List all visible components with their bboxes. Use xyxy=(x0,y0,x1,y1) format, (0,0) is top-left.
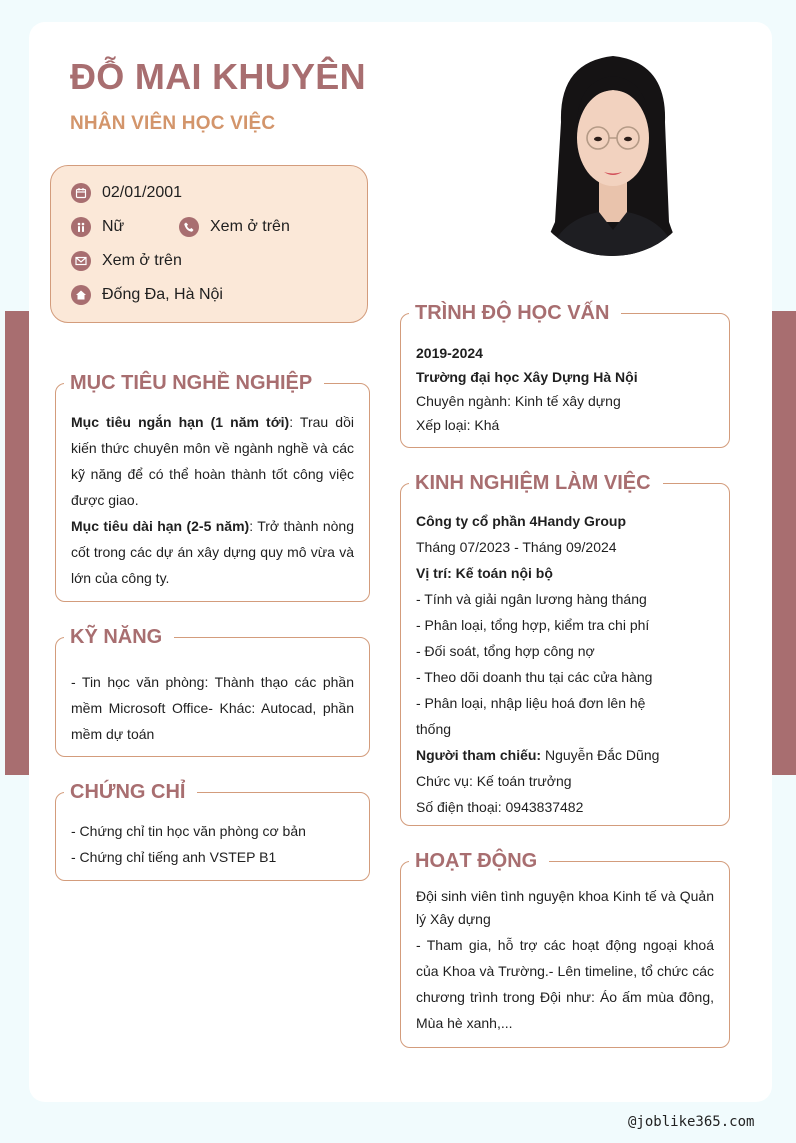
education-school: Trường đại học Xây Dựng Hà Nội xyxy=(416,369,638,385)
skills-text: - Tin học văn phòng: Thành thạo các phần mềm Microsoft Office- Khác: Autocad, phần mềm dự toán xyxy=(71,674,354,742)
watermark: @joblike365.com xyxy=(628,1114,755,1130)
activities-section xyxy=(400,850,730,1048)
phone-icon xyxy=(179,217,199,237)
experience-title: KINH NGHIỆM LÀM VIỆC xyxy=(409,470,663,496)
phone-text: Xem ở trên xyxy=(210,218,290,235)
long-term-label: Mục tiêu dài hạn (2-5 năm) xyxy=(71,518,250,534)
education-title: TRÌNH ĐỘ HỌC VẤN xyxy=(409,300,621,326)
career-objective-body xyxy=(71,409,354,591)
experience-company: Công ty cổ phần 4Handy Group xyxy=(416,513,627,529)
reference-phone: Số điện thoại: 0943837482 xyxy=(416,799,584,815)
education-section xyxy=(400,302,730,448)
left-decor-band xyxy=(5,311,29,775)
certificate-item: - Chứng chỉ tin học văn phòng cơ bản xyxy=(71,823,306,839)
experience-task: - Đối soát, tổng hợp công nợ xyxy=(416,643,595,659)
skills-title: KỸ NĂNG xyxy=(64,624,174,650)
education-major: Chuyên ngành: Kinh tế xây dựng xyxy=(416,393,621,409)
education-grade: Xếp loại: Khá xyxy=(416,417,500,433)
skills-section xyxy=(55,626,370,757)
address-item xyxy=(71,285,223,305)
calendar-icon xyxy=(71,183,91,203)
reference-role: Chức vụ: Kế toán trưởng xyxy=(416,773,572,789)
activities-org: Đội sinh viên tình nguyện khoa Kinh tế và Quản lý Xây dựng xyxy=(416,888,714,927)
certificates-section xyxy=(55,781,370,881)
experience-period: Tháng 07/2023 - Tháng 09/2024 xyxy=(416,539,617,555)
experience-task: - Theo dõi doanh thu tại các cửa hàng xyxy=(416,669,653,685)
right-decor-band xyxy=(772,311,796,775)
education-years: 2019-2024 xyxy=(416,345,483,361)
gender-text: Nữ xyxy=(102,218,125,235)
career-objective-section xyxy=(55,372,370,602)
experience-task: thống xyxy=(416,721,452,737)
education-body xyxy=(416,341,714,437)
phone-item xyxy=(179,217,290,237)
envelope-icon xyxy=(71,251,91,271)
gender-icon xyxy=(71,217,91,237)
certificate-item: - Chứng chỉ tiếng anh VSTEP B1 xyxy=(71,849,277,865)
reference-item xyxy=(416,742,714,768)
gender-item xyxy=(71,217,124,237)
experience-task: - Phân loại, tổng hợp, kiểm tra chi phí xyxy=(416,617,650,633)
activities-title: HOẠT ĐỘNG xyxy=(409,848,549,874)
experience-body xyxy=(416,508,714,820)
job-title: NHÂN VIÊN HỌC VIỆC xyxy=(70,113,276,134)
candidate-name: ĐỖ MAI KHUYÊN xyxy=(70,56,366,97)
email-item xyxy=(71,251,182,271)
long-term-text: : Trở thành nòng cốt trong các dự án xây dựng quy mô vừa và lớn của công ty. xyxy=(71,518,354,586)
reference-name: Nguyễn Đắc Dũng xyxy=(541,747,660,763)
activities-body xyxy=(416,885,714,1036)
career-objective-title: MỤC TIÊU NGHỀ NGHIỆP xyxy=(64,370,324,396)
home-icon xyxy=(71,285,91,305)
profile-photo xyxy=(529,52,695,256)
experience-section xyxy=(400,472,730,826)
email-text: Xem ở trên xyxy=(102,252,182,269)
contact-box xyxy=(50,165,368,323)
reference-label: Người tham chiếu: xyxy=(416,747,542,763)
experience-position: Vị trí: Kế toán nội bộ xyxy=(416,565,553,581)
experience-task: - Phân loại, nhập liệu hoá đơn lên hệ xyxy=(416,695,646,711)
birthday-item xyxy=(71,183,182,203)
experience-task: - Tính và giải ngân lương hàng tháng xyxy=(416,591,647,607)
certificates-title: CHỨNG CHỈ xyxy=(64,779,197,805)
short-term-label: Mục tiêu ngắn hạn (1 năm tới) xyxy=(71,414,290,430)
certificates-list xyxy=(71,818,354,870)
address-text: Đống Đa, Hà Nội xyxy=(102,286,223,303)
activities-desc: - Tham gia, hỗ trợ các hoạt động ngoại khoá của Khoa và Trường.- Lên timeline, tổ chức các chương trình trong Đội như: Áo ấm mùa đông, Mùa hè xanh,... xyxy=(416,937,714,1031)
birthday-text: 02/01/2001 xyxy=(102,184,183,201)
short-term-text: : Trau dồi kiến thức chuyên môn về ngành nghề và các kỹ năng để có thể hoàn thành tốt công việc được giao. xyxy=(71,414,354,508)
